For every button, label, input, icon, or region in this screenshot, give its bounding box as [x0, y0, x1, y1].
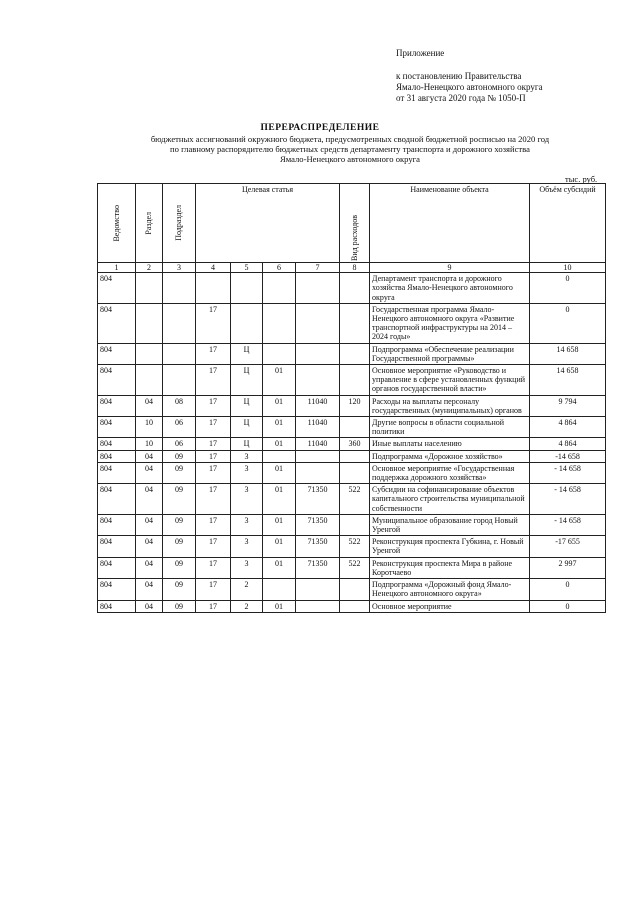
code-cell: 09 [163, 600, 196, 612]
code-cell [296, 450, 340, 462]
code-cell: 804 [98, 438, 136, 450]
code-cell: 804 [98, 395, 136, 416]
code-cell: Ц [231, 365, 263, 396]
amount-cell: - 14 658 [530, 514, 606, 535]
code-cell: 04 [136, 579, 163, 600]
code-cell: 04 [136, 536, 163, 557]
code-cell: 17 [196, 450, 231, 462]
table-row [98, 450, 606, 462]
object-name-cell: Муниципальное образование город Новый Уренгой [370, 514, 530, 535]
table-body [98, 273, 606, 613]
code-cell: 120 [340, 395, 370, 416]
amount-cell: 4 864 [530, 438, 606, 450]
code-cell: 17 [196, 438, 231, 450]
header-vedomstvo: Ведомство [98, 184, 136, 263]
table-row [98, 536, 606, 557]
object-name-cell: Другие вопросы в области социальной политики [370, 417, 530, 438]
object-name-cell: Подпрограмма «Обеспечение реализации Государственной программы» [370, 343, 530, 364]
column-number: 10 [530, 263, 606, 273]
attachment-block [396, 48, 543, 104]
column-number: 5 [231, 263, 263, 273]
column-number: 6 [263, 263, 296, 273]
subtitle-line: Ямало-Ненецкого автономного округа [280, 154, 420, 164]
code-cell [163, 343, 196, 364]
header-name: Наименование объекта [370, 184, 530, 263]
code-cell [163, 303, 196, 343]
code-cell [263, 343, 296, 364]
code-cell: 04 [136, 450, 163, 462]
code-cell: 3 [231, 484, 263, 515]
object-name-cell: Реконструкция проспекта Губкина, г. Новый Уренгой [370, 536, 530, 557]
code-cell: 09 [163, 450, 196, 462]
redistribution-table [97, 183, 606, 613]
code-cell: 01 [263, 365, 296, 396]
code-cell: 804 [98, 514, 136, 535]
code-cell: 17 [196, 557, 231, 578]
code-cell: 804 [98, 343, 136, 364]
attachment-line: к постановлению Правительства [396, 71, 522, 81]
code-cell: 804 [98, 484, 136, 515]
object-name-cell: Государственная программа Ямало-Ненецкого автономного округа «Развитие транспортной инфраструктуры на 2014 – 2024 годы» [370, 303, 530, 343]
code-cell: 71350 [296, 484, 340, 515]
code-cell: 804 [98, 557, 136, 578]
code-cell: 804 [98, 450, 136, 462]
code-cell: 360 [340, 438, 370, 450]
code-cell: 11040 [296, 438, 340, 450]
column-number: 9 [370, 263, 530, 273]
code-cell: Ц [231, 438, 263, 450]
code-cell: 3 [231, 450, 263, 462]
column-number: 7 [296, 263, 340, 273]
code-cell: 804 [98, 303, 136, 343]
object-name-cell: Основное мероприятие [370, 600, 530, 612]
object-name-cell: Департамент транспорта и дорожного хозяйства Ямало-Ненецкого автономного округа [370, 273, 530, 304]
amount-cell: 0 [530, 303, 606, 343]
code-cell: 09 [163, 579, 196, 600]
code-cell: Ц [231, 417, 263, 438]
column-number: 4 [196, 263, 231, 273]
object-name-cell: Расходы на выплаты персоналу государственных (муниципальных) органов [370, 395, 530, 416]
code-cell: 804 [98, 579, 136, 600]
code-cell: 01 [263, 536, 296, 557]
amount-cell: 4 864 [530, 417, 606, 438]
code-cell: 17 [196, 514, 231, 535]
object-name-cell: Иные выплаты населению [370, 438, 530, 450]
code-cell: 3 [231, 514, 263, 535]
code-cell: 804 [98, 600, 136, 612]
code-cell [340, 343, 370, 364]
code-cell: 08 [163, 395, 196, 416]
column-number: 8 [340, 263, 370, 273]
code-cell: 522 [340, 536, 370, 557]
code-cell: Ц [231, 343, 263, 364]
code-cell [136, 273, 163, 304]
code-cell: 09 [163, 536, 196, 557]
code-cell: 01 [263, 557, 296, 578]
code-cell: 17 [196, 303, 231, 343]
code-cell [296, 600, 340, 612]
code-cell: 10 [136, 417, 163, 438]
code-cell: 71350 [296, 557, 340, 578]
code-cell [340, 450, 370, 462]
header-celevaya: Целевая статья [196, 184, 340, 263]
code-cell: 09 [163, 514, 196, 535]
code-cell [136, 365, 163, 396]
code-cell: 06 [163, 417, 196, 438]
code-cell: 01 [263, 417, 296, 438]
header-vid: Вид расходов [340, 184, 370, 263]
table-row [98, 557, 606, 578]
amount-cell: 0 [530, 600, 606, 612]
code-cell: 17 [196, 343, 231, 364]
header-row [98, 184, 606, 263]
object-name-cell: Основное мероприятие «Руководство и управление в сфере установленных функций органов государственной власти» [370, 365, 530, 396]
code-cell: 01 [263, 438, 296, 450]
code-cell [296, 303, 340, 343]
amount-cell: 2 997 [530, 557, 606, 578]
code-cell: 17 [196, 600, 231, 612]
code-cell: 17 [196, 536, 231, 557]
column-number: 3 [163, 263, 196, 273]
amount-cell: 0 [530, 273, 606, 304]
code-cell: 522 [340, 484, 370, 515]
code-cell: 10 [136, 438, 163, 450]
table-row [98, 303, 606, 343]
attachment-line: от 31 августа 2020 года № 1050-П [396, 93, 526, 103]
code-cell [340, 514, 370, 535]
amount-cell: -17 655 [530, 536, 606, 557]
code-cell [263, 273, 296, 304]
code-cell: 17 [196, 579, 231, 600]
code-cell: 04 [136, 395, 163, 416]
code-cell [296, 462, 340, 483]
code-cell: 01 [263, 514, 296, 535]
code-cell: 09 [163, 462, 196, 483]
code-cell [340, 365, 370, 396]
code-cell [340, 303, 370, 343]
code-cell: 804 [98, 417, 136, 438]
code-cell [340, 417, 370, 438]
subtitle-line: по главному распорядителю бюджетных средств департаменту транспорта и дорожного хозяйства [170, 144, 530, 154]
code-cell [340, 579, 370, 600]
code-cell: 2 [231, 600, 263, 612]
amount-cell: - 14 658 [530, 484, 606, 515]
header-razdel: Раздел [136, 184, 163, 263]
amount-cell: 14 658 [530, 343, 606, 364]
table-row [98, 484, 606, 515]
header-podrazdel: Подраздел [163, 184, 196, 263]
table-row [98, 273, 606, 304]
object-name-cell: Реконструкция проспекта Мира в районе Коротчаево [370, 557, 530, 578]
column-number: 1 [98, 263, 136, 273]
object-name-cell: Подпрограмма «Дорожное хозяйство» [370, 450, 530, 462]
code-cell [231, 273, 263, 304]
table-row [98, 395, 606, 416]
code-cell: 804 [98, 273, 136, 304]
code-cell [296, 273, 340, 304]
code-cell [163, 365, 196, 396]
code-cell: 804 [98, 462, 136, 483]
code-cell [136, 343, 163, 364]
code-cell [196, 273, 231, 304]
code-cell: 804 [98, 536, 136, 557]
code-cell [340, 600, 370, 612]
code-cell: 11040 [296, 417, 340, 438]
code-cell: 04 [136, 462, 163, 483]
code-cell: 04 [136, 600, 163, 612]
code-cell: 17 [196, 417, 231, 438]
code-cell: 2 [231, 579, 263, 600]
table-row [98, 600, 606, 612]
object-name-cell: Основное мероприятие «Государственная поддержка дорожного хозяйства» [370, 462, 530, 483]
code-cell: 17 [196, 365, 231, 396]
code-cell [263, 450, 296, 462]
code-cell: 3 [231, 462, 263, 483]
amount-cell: 0 [530, 579, 606, 600]
unit-label: тыс. руб. [565, 174, 598, 184]
code-cell: 04 [136, 514, 163, 535]
attachment-label: Приложение [396, 48, 445, 58]
document-title: ПЕРЕРАСПРЕДЕЛЕНИЕ [260, 123, 380, 133]
code-cell: Ц [231, 395, 263, 416]
table-row [98, 462, 606, 483]
code-cell [296, 343, 340, 364]
code-cell: 17 [196, 462, 231, 483]
code-cell: 04 [136, 557, 163, 578]
table-row [98, 438, 606, 450]
code-cell: 01 [263, 395, 296, 416]
code-cell: 17 [196, 395, 231, 416]
code-cell [340, 273, 370, 304]
code-cell: 17 [196, 484, 231, 515]
amount-cell: 14 658 [530, 365, 606, 396]
code-cell: 804 [98, 365, 136, 396]
code-cell: 06 [163, 438, 196, 450]
code-cell: 3 [231, 557, 263, 578]
code-cell: 71350 [296, 514, 340, 535]
code-cell [296, 365, 340, 396]
amount-cell: 9 794 [530, 395, 606, 416]
code-cell [263, 303, 296, 343]
table-row [98, 417, 606, 438]
amount-cell: - 14 658 [530, 462, 606, 483]
amount-cell: -14 658 [530, 450, 606, 462]
attachment-line: Ямало-Ненецкого автономного округа [396, 82, 543, 92]
object-name-cell: Субсидии на софинансирование объектов капитального строительства муниципальной собственности [370, 484, 530, 515]
table-row [98, 514, 606, 535]
subtitle-line: бюджетных ассигнований окружного бюджета, предусмотренных сводной бюджетной росписью на 2020 год [150, 134, 550, 144]
document-subtitle [95, 134, 605, 164]
code-cell [231, 303, 263, 343]
code-cell: 71350 [296, 536, 340, 557]
table-row [98, 579, 606, 600]
code-cell: 11040 [296, 395, 340, 416]
code-cell [163, 273, 196, 304]
code-cell: 09 [163, 484, 196, 515]
code-cell: 09 [163, 557, 196, 578]
code-cell [296, 579, 340, 600]
code-cell: 04 [136, 484, 163, 515]
code-cell [340, 462, 370, 483]
object-name-cell: Подпрограмма «Дорожный фонд Ямало-Ненецкого автономного округа» [370, 579, 530, 600]
code-cell: 3 [231, 536, 263, 557]
code-cell: 01 [263, 600, 296, 612]
code-cell: 01 [263, 484, 296, 515]
code-cell [263, 579, 296, 600]
column-number: 2 [136, 263, 163, 273]
table-row [98, 365, 606, 396]
code-cell [136, 303, 163, 343]
header-amount: Объём субсидий [530, 184, 606, 263]
code-cell: 522 [340, 557, 370, 578]
table-row [98, 343, 606, 364]
code-cell: 01 [263, 462, 296, 483]
column-number-row [98, 263, 606, 273]
